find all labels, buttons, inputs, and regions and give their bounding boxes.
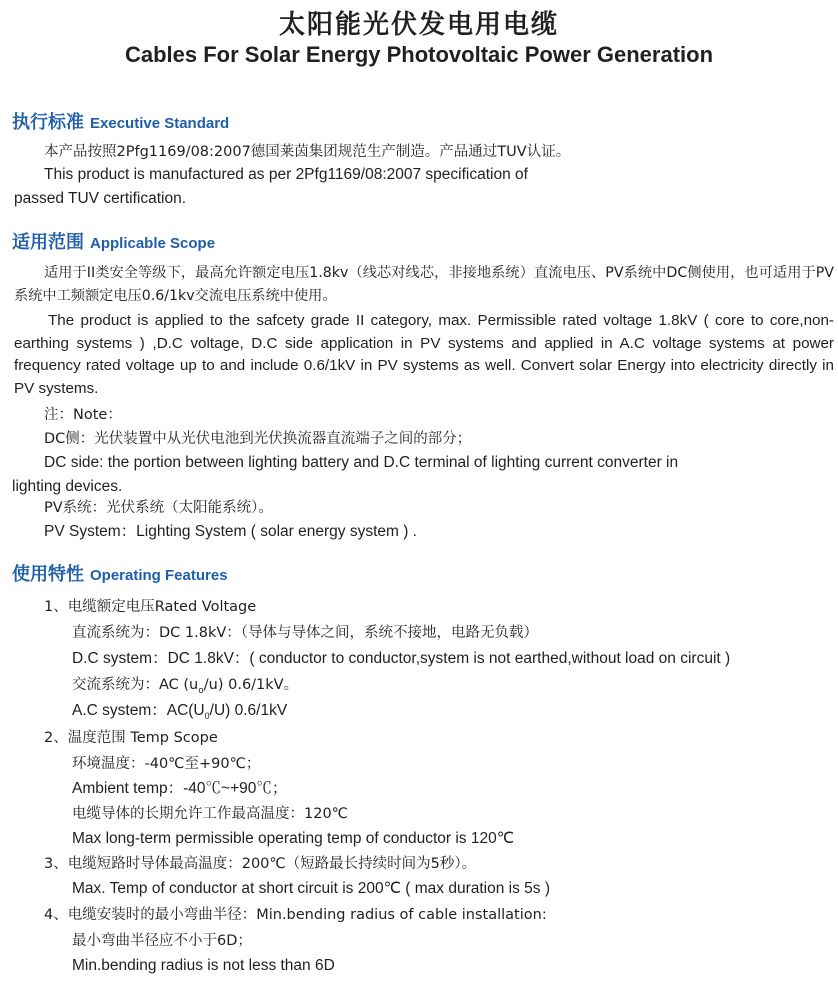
section-heading-cn: 使用特性 <box>12 564 84 585</box>
section-heading-en: Applicable Scope <box>90 235 216 252</box>
feature-2-line-4: Max long-term permissible operating temp of conductor is 120℃ <box>72 830 515 847</box>
pv-system-en: PV System：Lighting System ( solar energy system ) . <box>44 523 417 540</box>
section-heading-scope <box>12 228 215 252</box>
feature-4-line-2: Min.bending radius is not less than 6D <box>72 957 335 974</box>
feature-1-line-3-post: /u) 0.6/1kV。 <box>203 677 299 693</box>
feature-1-line-4-pre: A.C system：AC(U <box>72 702 205 719</box>
feature-3-line-1: Max. Temp of conductor at short circuit is 200℃ ( max duration is 5s ) <box>72 880 551 897</box>
note-label: 注：Note： <box>44 407 122 423</box>
feature-2-title: 2、温度范围 Temp Scope <box>44 730 218 746</box>
feature-2-line-2: Ambient temp：-40℃~+90℃； <box>72 780 288 797</box>
feature-3-title: 3、电缆短路时导体最高温度：200℃（短路最长持续时间为5秒）。 <box>44 856 477 872</box>
section-heading-en: Operating Features <box>90 567 228 584</box>
section-heading-features <box>12 560 228 584</box>
page-title-en: Cables For Solar Energy Photovoltaic Power Generation <box>124 42 714 67</box>
scope-text-en: The product is applied to the safcety grade II category, max. Permissible rated voltage 1.8kV ( core to core,non-earthing systems ) ,D.C voltage, D.C side application in PV systems and applied in A.C voltage systems at power frequency rated voltage up to and include 0.6/1kV in PV systems as well. Convert solar Energy into electricity directly in PV systems. <box>14 312 834 397</box>
section-heading-cn: 适用范围 <box>12 232 84 253</box>
executive-text-cn: 本产品按照2Pfg1169/08:2007德国莱茵集团规范生产制造。产品通过TUV认证。 <box>44 144 571 160</box>
feature-1-line-4-sub: 0 <box>204 711 210 722</box>
feature-1-line-1: 直流系统为：DC 1.8kV：（导体与导体之间，系统不接地，电路无负载） <box>72 625 539 641</box>
section-heading-cn: 执行标准 <box>12 112 84 133</box>
feature-1-line-4-post: /U) 0.6/1kV <box>209 702 288 719</box>
feature-1-line-3-pre: 交流系统为：AC (u <box>72 677 199 693</box>
section-heading-en: Executive Standard <box>90 115 230 132</box>
dc-side-cn: DC侧：光伏装置中从光伏电池到光伏换流器直流端子之间的部分； <box>44 431 472 447</box>
feature-1-line-3-sub: o <box>198 685 204 696</box>
section-heading-executive <box>12 108 229 132</box>
dc-side-en-2: lighting devices. <box>12 478 123 495</box>
feature-1-line-4 <box>72 701 287 726</box>
scope-text-cn: 适用于II类安全等级下，最高允许额定电压1.8kv（线芯对线芯，非接地系统）直流电压、PV系统中DC侧使用，也可适用于PV系统中工频额定电压0.6/1kv交流电压系统中使用。 <box>14 265 834 304</box>
feature-4-title: 4、电缆安装时的最小弯曲半径：Min.bending radius of cable installation: <box>44 907 547 923</box>
feature-2-line-1: 环境温度：-40℃至+90℃； <box>72 756 261 772</box>
dc-side-en-1: DC side: the portion between lighting battery and D.C terminal of lighting current converter in <box>44 454 679 471</box>
feature-2-line-3: 电缆导体的长期允许工作最高温度：120℃ <box>72 806 348 822</box>
feature-4-line-1: 最小弯曲半径应不小于6D； <box>72 933 252 949</box>
page-title-cn: 太阳能光伏发电用电缆 <box>278 10 559 40</box>
feature-1-line-3 <box>72 675 298 701</box>
feature-1-title: 1、电缆额定电压Rated Voltage <box>44 599 257 615</box>
executive-text-en-1: This product is manufactured as per 2Pfg1169/08:2007 specification of <box>44 166 528 183</box>
feature-1-line-2: D.C system：DC 1.8kV：( conductor to conductor,system is not earthed,without load on circuit ) <box>72 650 731 667</box>
executive-text-en-2: passed TUV certification. <box>14 190 187 207</box>
pv-system-cn: PV系统：光伏系统（太阳能系统）。 <box>44 500 273 516</box>
